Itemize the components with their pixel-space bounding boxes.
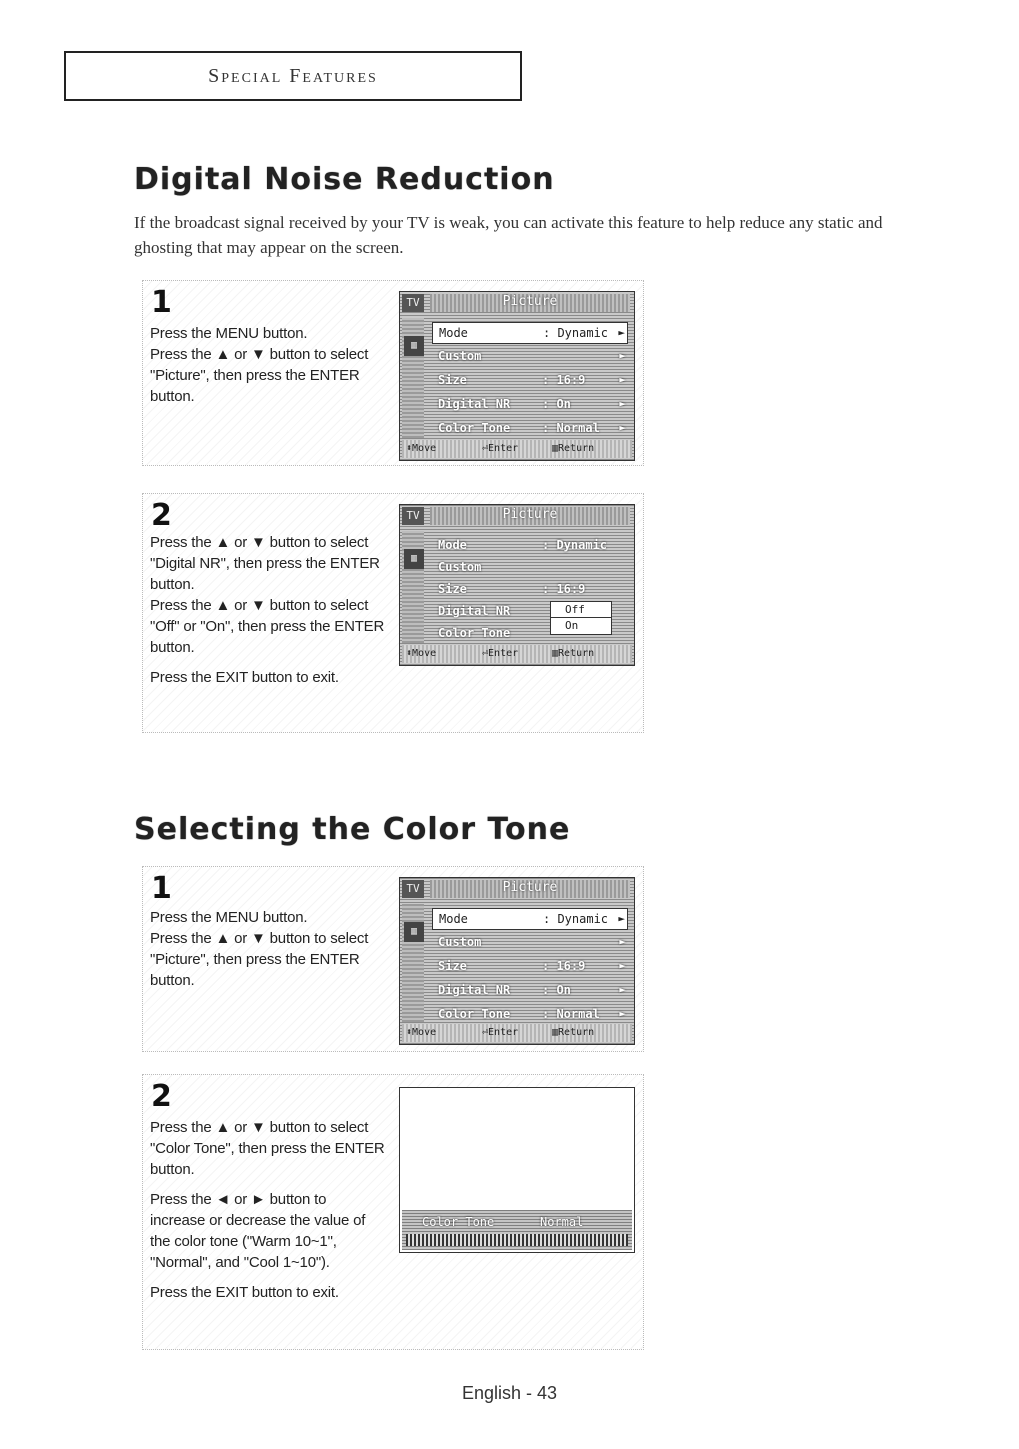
tone-label: Color Tone (422, 1215, 495, 1229)
osd-footer (402, 1024, 632, 1042)
move-hint: ⬍Move (406, 1027, 437, 1038)
step-instructions (150, 323, 385, 407)
step-line: Press the ◄ or ► button to increase or decrease the value of the color tone ("Warm 10~1", "Normal", and "Cool 1~10"). (150, 1191, 366, 1271)
arrow-right-icon: ► (619, 935, 626, 948)
osd-title: Picture (430, 880, 630, 898)
step-line: Press the EXIT button to exit. (150, 1284, 339, 1301)
osd-tv-tab: TV (402, 507, 424, 525)
step-number: 1 (151, 285, 172, 320)
section-header-label: Special Features (208, 65, 378, 87)
osd-row-mode: Mode : Dynamic (438, 538, 608, 552)
picture-icon: ▥ (404, 922, 424, 942)
step-instructions (150, 907, 385, 991)
move-hint: ⬍Move (406, 648, 437, 659)
osd-picture-menu (399, 877, 635, 1045)
return-hint: ▥Return (552, 648, 595, 659)
osd-row-color-tone: Color Tone : Normal ► (438, 421, 626, 435)
osd-row-custom: Custom (438, 560, 482, 574)
return-hint: ▥Return (552, 443, 595, 454)
step-line: Press the EXIT button to exit. (150, 669, 339, 686)
arrow-right-icon: ► (619, 1007, 626, 1020)
section-title-color-tone: Selecting the Color Tone (134, 812, 571, 847)
section-header-box (64, 51, 522, 101)
osd-tv-tab: TV (402, 880, 424, 898)
step-line: Press the MENU button. (150, 325, 308, 342)
return-hint: ▥Return (552, 1027, 595, 1038)
osd-row-mode: Mode : Dynamic ► (432, 322, 628, 344)
step-line: Press the MENU button. (150, 909, 308, 926)
intro-paragraph: If the broadcast signal received by your TV is weak, you can activate this feature to help reduce any static and ghosting that may appear on the screen. (134, 213, 883, 257)
move-hint: ⬍Move (406, 443, 437, 454)
osd-sidebar (402, 531, 424, 643)
osd-picture-menu (399, 291, 635, 461)
osd-row-digital-nr: Digital NR : On ► (438, 397, 626, 411)
step-number: 2 (151, 1079, 172, 1114)
osd-row-custom: Custom ► (438, 349, 626, 363)
enter-hint: ⏎Enter (482, 443, 519, 454)
picture-icon: ▥ (404, 336, 424, 356)
osd-row-digital-nr: Digital NR : On ► (438, 983, 626, 997)
osd-sidebar (402, 904, 424, 1022)
osd-footer (402, 440, 632, 458)
step-line: Press the ▲ or ▼ button to select "Digital NR", then press the ENTER button. (150, 534, 380, 593)
section-title-dnr: Digital Noise Reduction (134, 162, 555, 197)
arrow-right-icon: ► (618, 326, 625, 339)
enter-hint: ⏎Enter (482, 1027, 519, 1038)
osd-tv-tab: TV (402, 294, 424, 312)
osd-row-size: Size : 16:9 ► (438, 373, 626, 387)
step-line: Press the ▲ or ▼ button to select "Color Tone", then press the ENTER button. (150, 1119, 385, 1178)
arrow-right-icon: ► (619, 421, 626, 434)
arrow-right-icon: ► (619, 349, 626, 362)
osd-title: Picture (430, 294, 630, 312)
step-line: Press the ▲ or ▼ button to select "Picture", then press the ENTER button. (150, 930, 369, 989)
osd-row-digital-nr: Digital NR (438, 604, 511, 618)
osd-row-color-tone: Color Tone (438, 626, 511, 640)
picture-icon: ▥ (404, 549, 424, 569)
tone-value: Normal (540, 1215, 584, 1229)
osd-row-custom: Custom ► (438, 935, 626, 949)
option-on-selected: On (550, 617, 612, 635)
tone-slider-track (406, 1234, 628, 1246)
step-instructions (150, 1117, 385, 1303)
step-panel-dnr-2 (142, 493, 644, 733)
osd-row-size: Size : 16:9 (438, 582, 586, 596)
color-tone-screen (399, 1087, 635, 1253)
enter-hint: ⏎Enter (482, 648, 519, 659)
osd-picture-menu (399, 504, 635, 666)
osd-row-mode: Mode : Dynamic ► (432, 908, 628, 930)
osd-sidebar (402, 318, 424, 438)
arrow-right-icon: ► (619, 959, 626, 972)
step-number: 1 (151, 871, 172, 906)
arrow-right-icon: ► (619, 397, 626, 410)
page-number: English - 43 (461, 1383, 558, 1403)
step-number: 2 (151, 498, 172, 533)
osd-row-size: Size : 16:9 ► (438, 959, 626, 973)
step-panel-dnr-1 (142, 280, 644, 466)
step-panel-tone-2 (142, 1074, 644, 1350)
arrow-right-icon: ► (619, 983, 626, 996)
osd-title: Picture (430, 507, 630, 525)
arrow-right-icon: ► (618, 912, 625, 925)
step-line: Press the ▲ or ▼ button to select "Picture", then press the ENTER button. (150, 346, 369, 405)
osd-row-color-tone: Color Tone : Normal ► (438, 1007, 626, 1021)
osd-footer (402, 645, 632, 663)
option-off: Off (550, 601, 612, 619)
step-instructions (150, 532, 385, 688)
step-line: Press the ▲ or ▼ button to select "Off" or "On", then press the ENTER button. (150, 597, 385, 656)
arrow-right-icon: ► (619, 373, 626, 386)
color-tone-bar (402, 1210, 632, 1250)
step-panel-tone-1 (142, 866, 644, 1052)
